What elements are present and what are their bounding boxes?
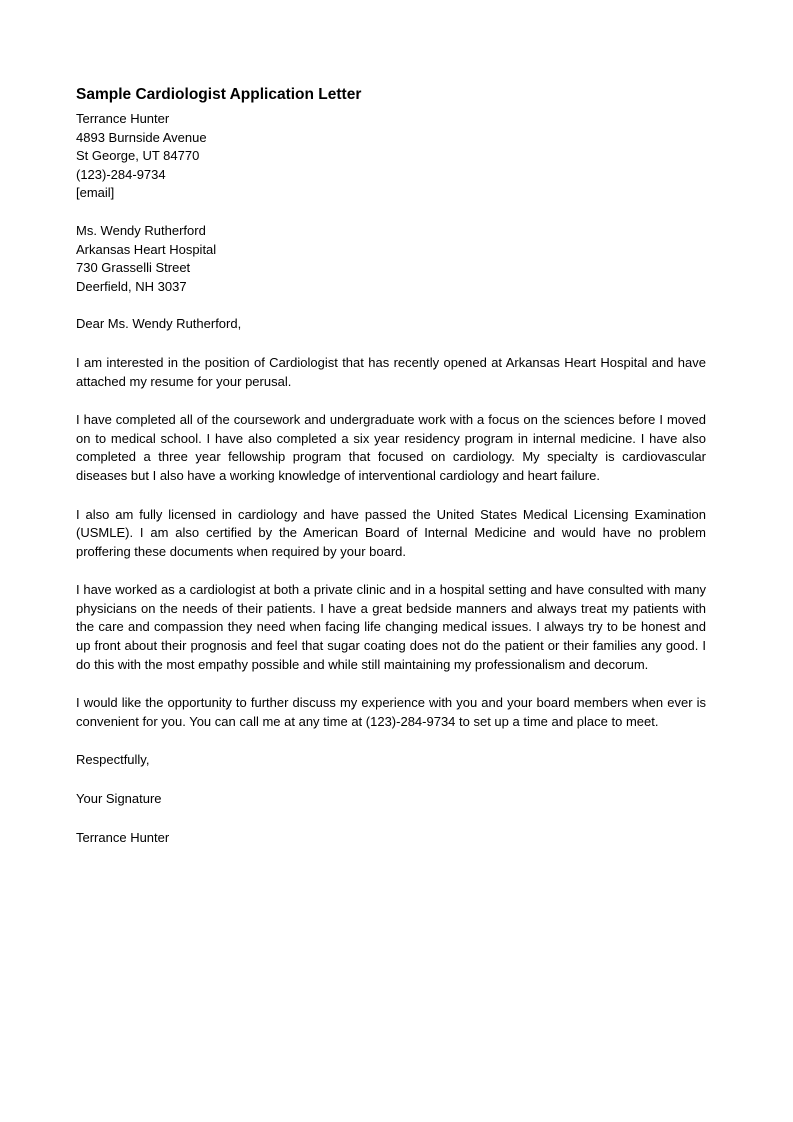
recipient-name: Ms. Wendy Rutherford [76, 222, 206, 238]
sender-email: [email] [76, 185, 115, 201]
sender-name: Terrance Hunter [76, 111, 170, 126]
body-paragraph-1: I am interested in the position of Cardiologist that has recently opened at Arkansas Heart Hospital and have attached my resume for your perusal. [76, 354, 706, 389]
sender-address-block [76, 110, 706, 203]
letter-title: Sample Cardiologist Application Letter [76, 86, 362, 103]
closing: Respectfully, [76, 752, 150, 768]
letter-page [76, 85, 706, 847]
body-paragraph-2: I have completed all of the coursework and undergraduate work with a focus on the sciences before I moved on to medical school. I have also completed a six year residency program in internal medicine. I have also completed a three year fellowship program that focused on cardiology. My specialty is cardiovascular diseases but I also have a working knowledge of interventional cardiology and heart failure. [76, 412, 706, 483]
recipient-street: 730 Grasselli Street [76, 260, 191, 276]
body-paragraph-4: I have worked as a cardiologist at both a private clinic and in a hospital setting and have consulted with many physicians on the needs of their patients. I have a great bedside manners and always treat my patients with the care and compassion they need when facing life changing medical issues. I always try to be honest and up front about their prognosis and feel that sugar coating does not do the patient or their families any good. I do this with the most empathy possible and while still maintaining my professionalism and decorum. [76, 582, 706, 672]
salutation: Dear Ms. Wendy Rutherford, [76, 316, 242, 332]
signature: Your Signature [76, 791, 162, 807]
recipient-organization: Arkansas Heart Hospital [76, 241, 217, 257]
sender-street: 4893 Burnside Avenue [76, 129, 207, 145]
body-paragraph-5: I would like the opportunity to further discuss my experience with you and your board members when ever is convenient for you. You can call me at any time at (123)-284-9734 to set up a time and place to meet. [76, 695, 706, 729]
body-paragraph-3: I also am fully licensed in cardiology and have passed the United States Medical Licensing Examination (USMLE). I am also certified by the American Board of Internal Medicine and would have no problem proffering these documents when required by your board. [76, 506, 706, 559]
sender-phone: (123)-284-9734 [76, 166, 166, 182]
signer-name: Terrance Hunter [76, 829, 170, 845]
recipient-address-block [76, 222, 706, 296]
recipient-city-state-zip: Deerfield, NH 3037 [76, 278, 187, 294]
sender-city-state-zip: St George, UT 84770 [76, 148, 200, 164]
